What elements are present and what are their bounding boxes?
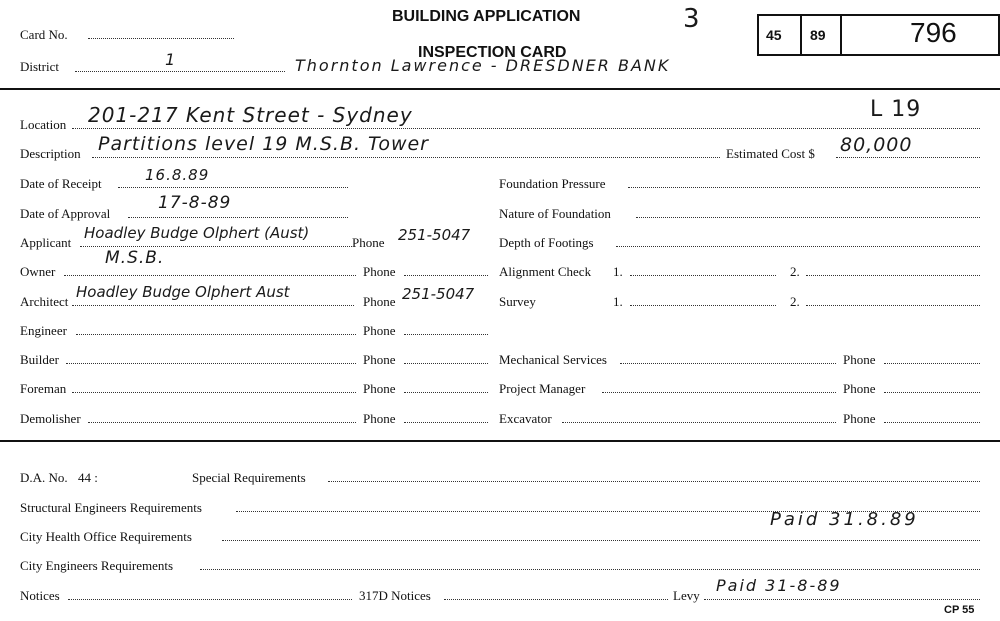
- description-label: Description: [20, 146, 81, 161]
- estimated-cost-label: Estimated Cost $: [726, 146, 815, 161]
- alignment-2-label: 2.: [790, 264, 800, 279]
- levy-label: Levy: [673, 588, 700, 603]
- location-label: Location: [20, 117, 67, 132]
- description-field[interactable]: [92, 157, 720, 158]
- city-health-field[interactable]: [222, 540, 980, 541]
- date-receipt-value: 16.8.89: [145, 166, 210, 184]
- notices-317d-label: 317D Notices: [359, 588, 431, 603]
- date-approval-field[interactable]: [128, 217, 348, 218]
- foreman-label: Foreman: [20, 381, 67, 396]
- da-no-label: D.A. No.: [20, 470, 68, 485]
- estimated-cost-value: 80,000: [840, 134, 913, 156]
- box-b: 89: [810, 27, 826, 43]
- owner-phone-label: Phone: [363, 264, 396, 279]
- middle-divider: [0, 440, 1000, 442]
- date-receipt-field[interactable]: [118, 187, 348, 188]
- survey-1-field[interactable]: [630, 305, 776, 306]
- builder-label: Builder: [20, 352, 59, 367]
- box-divider-2: [840, 14, 842, 56]
- city-engineers-field[interactable]: [200, 569, 980, 570]
- alignment-2-field[interactable]: [806, 275, 980, 276]
- depth-footings-label: Depth of Footings: [499, 235, 594, 250]
- notices-label: Notices: [20, 588, 60, 603]
- alignment-1-field[interactable]: [630, 275, 776, 276]
- survey-label: Survey: [499, 294, 536, 309]
- builder-phone-label: Phone: [363, 352, 396, 367]
- applicant-phone-label: Phone: [352, 235, 385, 250]
- survey-2-field[interactable]: [806, 305, 980, 306]
- builder-phone-field[interactable]: [404, 363, 488, 364]
- mechanical-label: Mechanical Services: [499, 352, 607, 367]
- excavator-phone-field[interactable]: [884, 422, 980, 423]
- project-manager-phone-field[interactable]: [884, 392, 980, 393]
- foreman-phone-label: Phone: [363, 381, 396, 396]
- owner-field[interactable]: [64, 275, 356, 276]
- owner-label: Owner: [20, 264, 56, 279]
- builder-field[interactable]: [66, 363, 356, 364]
- excavator-phone-label: Phone: [843, 411, 876, 426]
- handwritten-number: 3: [683, 4, 701, 34]
- foundation-pressure-label: Foundation Pressure: [499, 176, 606, 191]
- applicant-value: Hoadley Budge Olphert (Aust): [84, 224, 310, 242]
- engineer-label: Engineer: [20, 323, 67, 338]
- architect-value: Hoadley Budge Olphert Aust: [76, 283, 290, 301]
- card-no-label: Card No.: [20, 27, 68, 42]
- applicant-field[interactable]: [80, 246, 352, 247]
- title-line2: INSPECTION CARD: [418, 44, 567, 61]
- card-no-field[interactable]: [88, 38, 234, 39]
- district-label: District: [20, 59, 59, 74]
- survey-2-label: 2.: [790, 294, 800, 309]
- top-divider: [0, 88, 1000, 90]
- alignment-check-label: Alignment Check: [499, 264, 592, 279]
- demolisher-phone-label: Phone: [363, 411, 396, 426]
- date-receipt-label: Date of Receipt: [20, 176, 102, 191]
- engineer-phone-field[interactable]: [404, 334, 488, 335]
- mechanical-phone-label: Phone: [843, 352, 876, 367]
- city-engineers-label: City Engineers Requirements: [20, 558, 174, 573]
- company-handwritten: Thornton Lawrence - DRESDNER BANK: [295, 56, 671, 75]
- demolisher-phone-field[interactable]: [404, 422, 488, 423]
- card-number-box: [757, 14, 1000, 56]
- architect-phone-label: Phone: [363, 294, 396, 309]
- project-manager-phone-label: Phone: [843, 381, 876, 396]
- project-manager-label: Project Manager: [499, 381, 586, 396]
- footer-code: CP 55: [944, 604, 975, 616]
- levy-field[interactable]: [704, 599, 980, 600]
- demolisher-field[interactable]: [88, 422, 356, 423]
- mechanical-field[interactable]: [620, 363, 836, 364]
- notices-317d-field[interactable]: [444, 599, 668, 600]
- box-a: 45: [766, 27, 782, 43]
- mechanical-phone-field[interactable]: [884, 363, 980, 364]
- excavator-label: Excavator: [499, 411, 552, 426]
- nature-foundation-label: Nature of Foundation: [499, 206, 611, 221]
- alignment-1-label: 1.: [613, 264, 623, 279]
- levy-value: Paid 31-8-89: [716, 576, 842, 595]
- demolisher-label: Demolisher: [20, 411, 81, 426]
- foundation-pressure-field[interactable]: [628, 187, 980, 188]
- project-manager-field[interactable]: [602, 392, 836, 393]
- date-approval-label: Date of Approval: [20, 206, 111, 221]
- architect-label: Architect: [20, 294, 69, 309]
- applicant-phone-value: 251-5047: [398, 226, 471, 244]
- location-ref: L 19: [870, 97, 922, 122]
- box-divider-1: [800, 14, 802, 56]
- city-health-value: Paid 31.8.89: [770, 509, 919, 530]
- location-field[interactable]: [72, 128, 980, 129]
- architect-field[interactable]: [72, 305, 354, 306]
- box-number: 796: [910, 17, 957, 48]
- description-value: Partitions level 19 M.S.B. Tower: [98, 133, 429, 155]
- special-requirements-label: Special Requirements: [192, 470, 306, 485]
- nature-foundation-field[interactable]: [636, 217, 980, 218]
- special-requirements-field[interactable]: [328, 481, 980, 482]
- engineer-field[interactable]: [76, 334, 356, 335]
- district-field[interactable]: [75, 71, 285, 72]
- depth-footings-field[interactable]: [616, 246, 980, 247]
- applicant-label: Applicant: [20, 235, 72, 250]
- da-no-value: 44 :: [78, 470, 98, 485]
- location-value: 201-217 Kent Street - Sydney: [88, 103, 413, 127]
- foreman-phone-field[interactable]: [404, 392, 488, 393]
- owner-value: M.S.B.: [105, 248, 165, 268]
- structural-label: Structural Engineers Requirements: [20, 500, 202, 515]
- district-value: 1: [165, 50, 177, 69]
- survey-1-label: 1.: [613, 294, 623, 309]
- date-approval-value: 17-8-89: [158, 193, 232, 213]
- estimated-cost-field[interactable]: [836, 157, 980, 158]
- architect-phone-value: 251-5047: [402, 285, 475, 303]
- excavator-field[interactable]: [562, 422, 836, 423]
- engineer-phone-label: Phone: [363, 323, 396, 338]
- title-line1: BUILDING APPLICATION: [392, 8, 581, 25]
- foreman-field[interactable]: [72, 392, 356, 393]
- city-health-label: City Health Office Requirements: [20, 529, 192, 544]
- owner-phone-field[interactable]: [404, 275, 488, 276]
- notices-field[interactable]: [68, 599, 352, 600]
